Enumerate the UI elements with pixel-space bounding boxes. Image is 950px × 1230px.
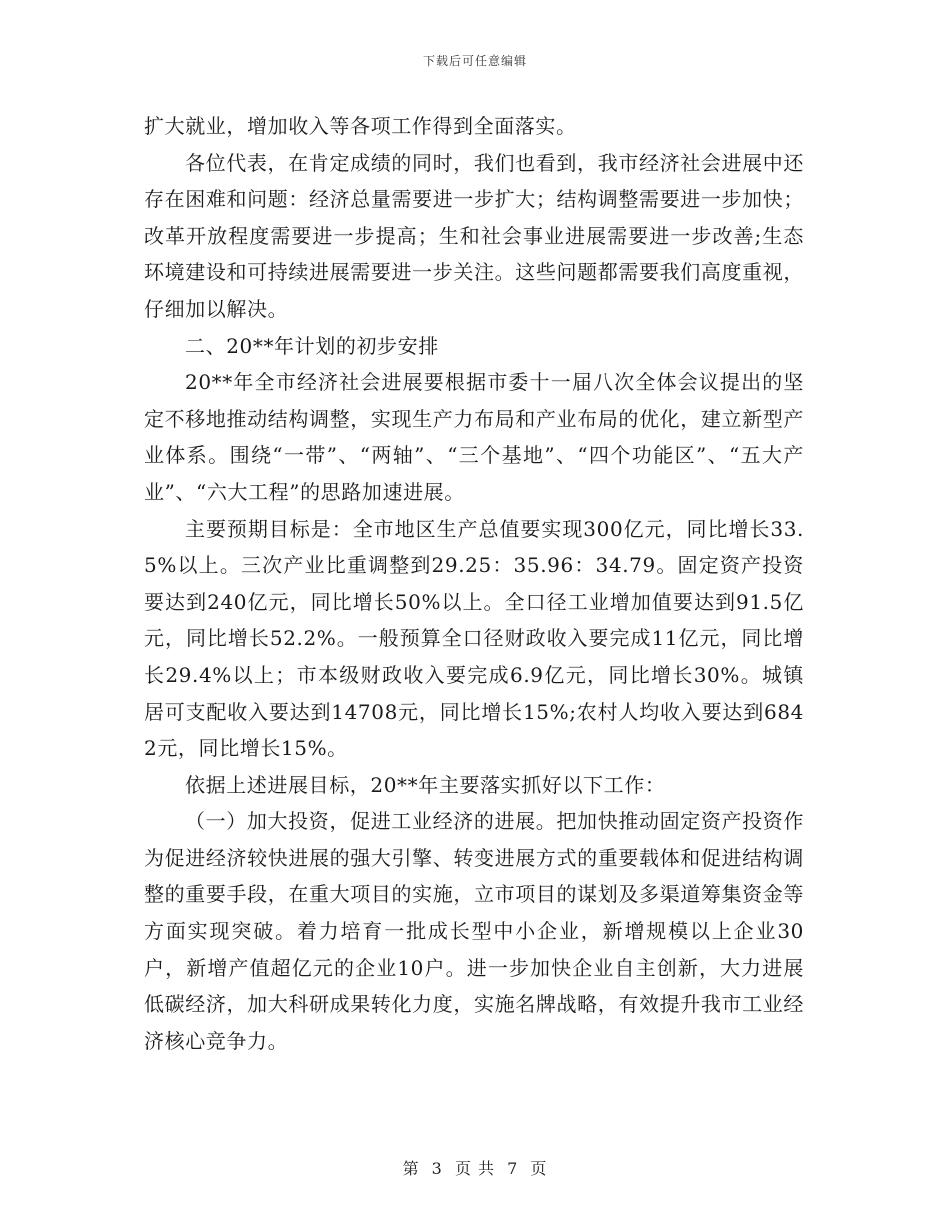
footer-suffix: 页: [530, 1159, 548, 1178]
section-heading: 二、20**年计划的初步安排: [185, 333, 439, 358]
document-body: [144, 108, 804, 1059]
footer-prefix: 第: [402, 1159, 420, 1178]
footer-middle: 页 共: [454, 1159, 496, 1178]
page-header: 下载后可任意编辑: [422, 54, 527, 68]
paragraph: （一）加大投资，促进工业经济的进展。把加快推动固定资产投资作为促进经济较快进展的强大引擎、转变进展方式的重要载体和促进结构调整的重要手段，在重大项目的实施，立市项目的谋划及多渠道筹集资金等方面实现突破。着力培育一批成长型中小企业，新增规模以上企业30户，新增产值超亿元的企业10户。进一步加快企业自主创新，大力进展低碳经济，加大科研成果转化力度，实施名牌战略，有效提升我市工业经济核心竞争力。: [144, 809, 804, 1053]
paragraph: 依据上述进展目标，20**年主要落实抓好以下工作：: [185, 772, 666, 797]
paragraph: 各位代表，在肯定成绩的同时，我们也看到，我市经济社会进展中还存在困难和问题：经济总量需要进一步扩大；结构调整需要进一步加快；改革开放程度需要进一步提高；生和社会事业进展需要进一步改善;生态环境建设和可持续进展需要进一步关注。这些问题都需要我们高度重视，仔细加以解决。: [144, 150, 804, 321]
page-footer: [0, 1156, 950, 1179]
total-pages-number: 7: [507, 1159, 519, 1178]
paragraph: 扩大就业，增加收入等各项工作得到全面落实。: [144, 114, 577, 138]
paragraph: 主要预期目标是：全市地区生产总值要实现300亿元，同比增长33.5%以上。三次产业比重调整到29.25：35.96：34.79。固定资产投资要达到240亿元，同比增长50%以上。全口径工业增加值要达到91.5亿元，同比增长52.2%。一般预算全口径财政收入要完成11亿元，同比增长29.4%以上；市本级财政收入要完成6.9亿元，同比增长30%。城镇居可支配收入要达到14708元，同比增长15%;农村人均收入要达到6842元，同比增长15%。: [144, 516, 804, 761]
current-page-number: 3: [431, 1159, 443, 1178]
paragraph: 20**年全市经济社会进展要根据市委十一届八次全体会议提出的坚定不移地推动结构调整，实现生产力布局和产业布局的优化，建立新型产业体系。围绕“一带”、“两轴”、“三个基地”、“四个功能区”、“五大产业”、“六大工程”的思路加速进展。: [144, 370, 804, 504]
